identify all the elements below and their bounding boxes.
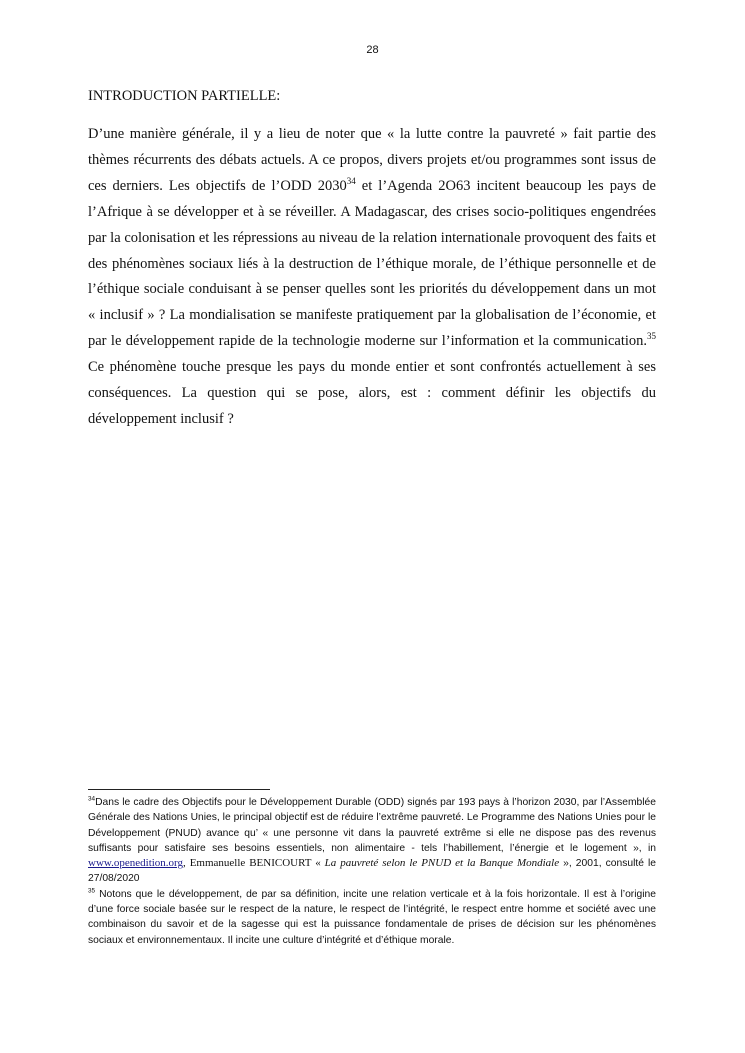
footnote-34 [88, 795, 656, 887]
footnote-ref-34[interactable]: 34 [346, 175, 356, 186]
footnote-mark-34: 34 [88, 795, 96, 803]
paragraph-text-2: et l’Agenda 2O63 incitent beaucoup les pays de l’Afrique à se développer et à se réveiller. A Madagascar, des crises socio-politiques engendrées par la colonisation et les répressions au niveau de la relation internationale provoquent des faits et des phénomènes sociaux liés à la destruction de l’éthique morale, de l’éthique personnelle et de l’éthique sociale conduisant à se penser quelles sont les priorités du développement dans un mot « inclusif » ? La mondialisation se manifeste pratiquement par la globalisation de l’économie, et par le développement rapide de la technologie moderne sur l’information et la communication. [88, 177, 656, 350]
footnote-34-text-3: », 2001, consulté le 27/08/2020 [88, 858, 656, 885]
footnote-34-italic-title: La pauvreté selon le PNUD et la Banque Mondiale [324, 857, 560, 870]
paragraph-text-3: Ce phénomène touche presque les pays du monde entier et sont confrontés actuellement à ses conséquences. La question qui se pose, alors, est : comment définir les objectifs du développement inclusif ? [88, 359, 656, 427]
paragraph-text-1: D’une manière générale, il y a lieu de noter que « la lutte contre la pauvreté » fait partie des thèmes récurrents des débats actuels. A ce propos, divers projets et/ou programmes sont issus de ces derniers. Les objectifs de l’ODD 2030 [88, 126, 656, 194]
footnote-34-text-1: Dans le cadre des Objectifs pour le Développement Durable (ODD) signés par 193 pays à l’horizon 2030, par l’Assemblée Générale des Nations Unies, le principal objectif est de réduire l’extrême pauvreté. Le Programme des Nations Unies pour le Développement (PNUD) avance qu’ « une personne vit dans la pauvreté extrême si elle ne dispose pas des revenus suffisants pour satisfaire ses besoins essentiels, non alimentaire - tels l’habillement, l’énergie et le logement », in [88, 797, 656, 854]
footnote-34-link[interactable]: www.openedition.org [88, 857, 184, 870]
footnote-35-text: Notons que le développement, de par sa définition, incite une relation verticale et à la fois horizontale. Il est à l’origine d’une force sociale basée sur le respect de la nature, le respect de l’intégrité, le respect entre homme et société avec une combinaison du savoir et de la sagesse qui est la puissance fondamentale de prises de décision sur les phénomènes sociaux et environnementaux. Il incite une culture d’intégrité et d’éthique morale. [88, 888, 656, 946]
footnote-35 [88, 887, 656, 948]
footnote-34-text-2: , Emmanuelle BENICOURT « [183, 857, 325, 870]
page-number: 28 [366, 44, 379, 56]
footnote-mark-35: 35 [88, 887, 96, 895]
body-paragraph [88, 122, 656, 433]
footnote-ref-35[interactable]: 35 [647, 331, 656, 342]
footnote-separator [88, 789, 270, 790]
section-title: INTRODUCTION PARTIELLE: [88, 88, 281, 104]
footnotes [88, 795, 656, 948]
